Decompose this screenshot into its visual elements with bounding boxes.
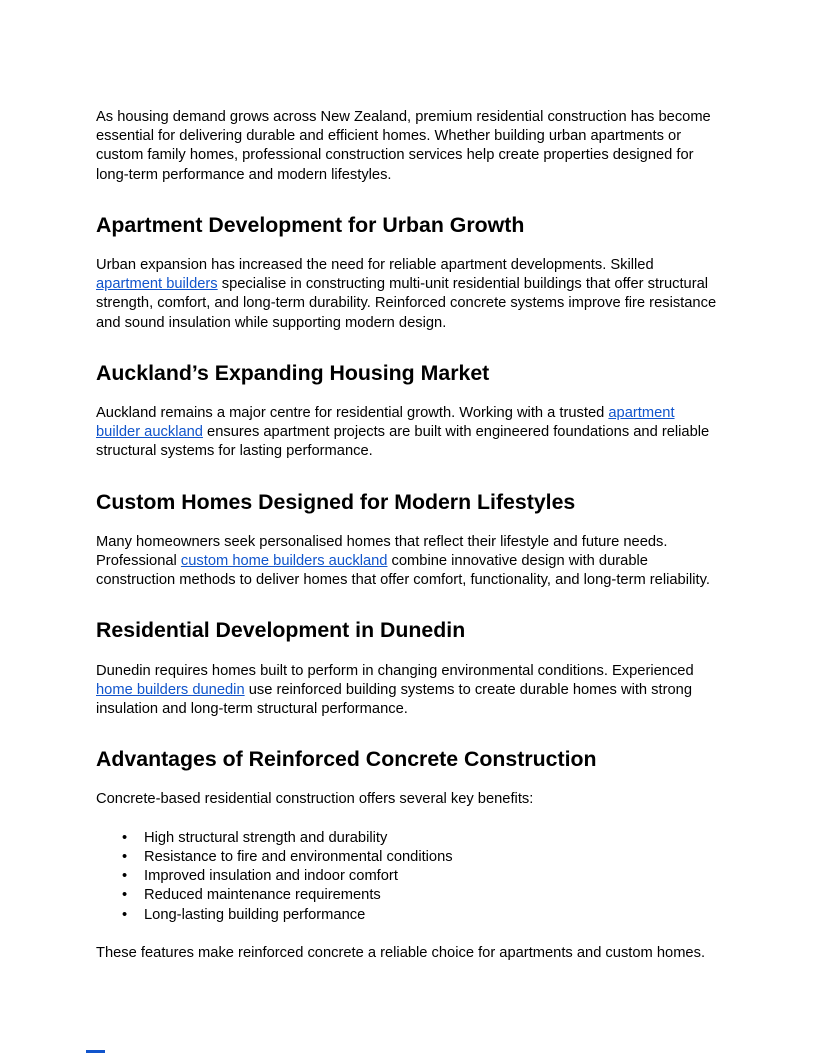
text-segment: use reinforced building systems to create durable homes with strong insulation and long-term structural performance. — [96, 681, 693, 717]
text-segment: Concrete-based residential construction offers several key benefits: — [96, 791, 534, 808]
section-paragraph-dunedin-development — [96, 662, 720, 720]
benefit-item: • Long-lasting building performance — [96, 906, 720, 925]
benefit-item: • High structural strength and durability — [96, 829, 720, 848]
apartment-builder-auckland-link[interactable]: apartment builder auckland — [96, 405, 675, 441]
intro-paragraph: As housing demand grows across New Zealand, premium residential construction has become essential for delivering durable and efficient homes. Whether building urban apartments or custom family homes, professional construction services help create properties designed for long-term performance and modern lifestyles. — [96, 109, 711, 183]
text-segment: Auckland remains a major centre for residential growth. Working with a trusted — [96, 405, 609, 421]
section-paragraph-concrete-advantages — [96, 790, 720, 809]
section-paragraph-auckland-housing-market — [96, 404, 720, 462]
benefit-item: • Resistance to fire and environmental conditions — [96, 848, 720, 867]
text-segment: Dunedin requires homes built to perform in changing environmental conditions. Experienced — [96, 662, 694, 679]
home-builders-dunedin-link[interactable]: home builders dunedin — [96, 681, 245, 698]
document-content — [96, 108, 720, 963]
sections-container — [96, 213, 720, 925]
section-paragraph-custom-homes — [96, 533, 720, 591]
text-segment: Many homeowners seek personalised homes that reflect their lifestyle and future needs. Professional — [96, 533, 668, 569]
benefit-item: • Reduced maintenance requirements — [96, 886, 720, 905]
text-segment: Urban expansion has increased the need for reliable apartment developments. Skilled — [96, 257, 654, 273]
section-paragraph-apartment-development — [96, 256, 720, 333]
section-heading-auckland-housing-market: Auckland’s Expanding Housing Market — [96, 360, 490, 385]
section-heading-apartment-development: Apartment Development for Urban Growth — [96, 212, 525, 237]
benefits-list — [96, 829, 720, 925]
section-heading-custom-homes: Custom Homes Designed for Modern Lifestyles — [96, 489, 576, 514]
apartment-builders-link[interactable]: apartment builders — [96, 276, 218, 293]
section-heading-dunedin-development: Residential Development in Dunedin — [96, 618, 466, 643]
closing-paragraph: These features make reinforced concrete a reliable choice for apartments and custom homes. — [96, 944, 706, 961]
custom-home-builders-auckland-link[interactable]: custom home builders auckland — [180, 553, 388, 569]
text-segment: specialise in constructing multi-unit residential buildings that offer structural strength, comfort, and long-term durability. Reinforced concrete systems improve fire resistance and sound insulation while supporting modern design. — [96, 276, 717, 331]
clipped-link-fragment[interactable] — [86, 1050, 105, 1053]
text-segment: ensures apartment projects are built with engineered foundations and reliable structural systems for lasting performance. — [96, 424, 710, 460]
benefit-item: • Improved insulation and indoor comfort — [96, 867, 720, 886]
section-heading-concrete-advantages: Advantages of Reinforced Concrete Construction — [96, 747, 597, 772]
text-segment: combine innovative design with durable construction methods to deliver homes that offer comfort, functionality, and long-term reliability. — [96, 553, 710, 589]
